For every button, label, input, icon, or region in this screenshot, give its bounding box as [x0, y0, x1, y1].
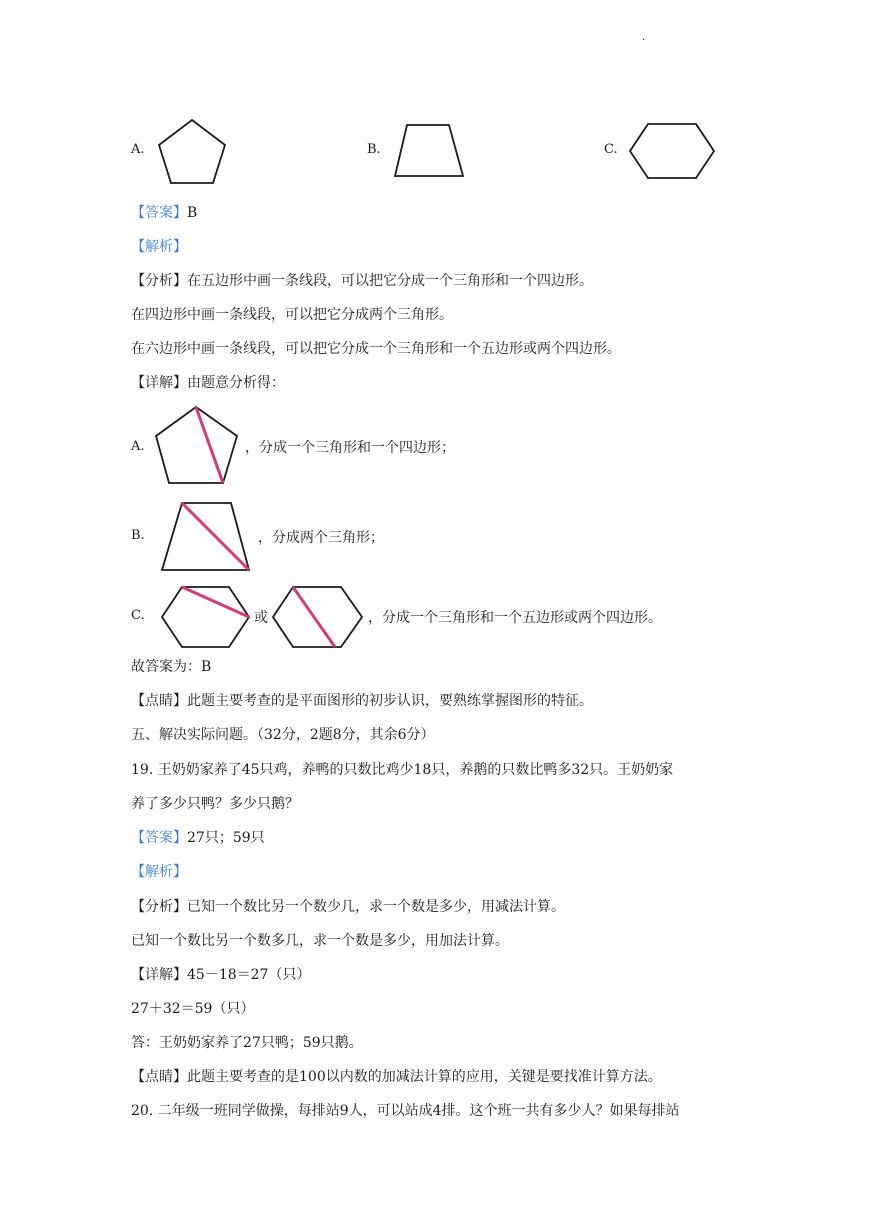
page-mark: . — [642, 32, 646, 43]
conclusion: 故答案为：B — [131, 659, 212, 675]
xiangjie-tag: 【详解】 — [131, 375, 187, 391]
answer-tag: 【答案】 — [131, 830, 187, 846]
q19-answer-line — [131, 828, 265, 848]
detail-a-label: A. — [131, 439, 145, 454]
fenxi-line-2: 在四边形中画一条线段，可以把它分成两个三角形。 — [131, 307, 453, 323]
trapezoid-figure — [390, 120, 470, 180]
dianjing-tag: 【点睛】 — [131, 693, 187, 709]
reply: 答：王奶奶家养了27只鸭；59只鹅。 — [131, 1035, 363, 1051]
answer-value: 27只；59只 — [187, 830, 265, 846]
jiexi-tag: 【解析】 — [131, 864, 187, 880]
q18-xiangjie-line — [131, 373, 285, 393]
q19-fenxi-line — [131, 897, 565, 917]
option-c-label: C. — [604, 142, 618, 157]
calc-2: 27＋32＝59（只） — [131, 1001, 255, 1017]
q20-line-1: 20. 二年级一班同学做操，每排站9人，可以站成4排。这个班一共有多少人？如果每排站 — [131, 1103, 680, 1119]
xiangjie-text: 由题意分析得： — [187, 375, 285, 391]
fenxi-line-2: 已知一个数比另一个数多几，求一个数是多少，用加法计算。 — [131, 933, 509, 949]
answer-tag: 【答案】 — [131, 205, 187, 221]
q19-dianjing-line — [131, 1067, 662, 1087]
hexagon-figure — [626, 120, 720, 182]
trapezoid-division-line — [182, 503, 249, 570]
detail-c-text: ，分成一个三角形和一个五边形或两个四边形。 — [368, 610, 662, 626]
detail-c-label: C. — [131, 608, 145, 623]
q19-line-2: 养了多少只鸭？多少只鹅？ — [131, 796, 299, 812]
fenxi-tag: 【分析】 — [131, 273, 187, 289]
q19-line-1: 19. 王奶奶家养了45只鸡，养鸭的只数比鸡少18只，养鹅的只数比鸭多32只。王奶奶家 — [131, 762, 674, 778]
detail-b-text: ，分成两个三角形； — [258, 530, 384, 546]
section-heading: 五、解决实际问题。（32分，2题8分，其余6分） — [131, 727, 435, 743]
answer-value: B — [187, 205, 198, 221]
hexagon-division-line-2 — [293, 587, 335, 647]
hexagon-divided-figure-1 — [157, 583, 253, 651]
q19-xiangjie-line — [131, 965, 310, 985]
q18-dianjing-line — [131, 691, 593, 711]
dianjing-tag: 【点睛】 — [131, 1069, 187, 1085]
pentagon-figure — [155, 115, 230, 187]
dianjing-text: 此题主要考查的是平面图形的初步认识，要熟练掌握图形的特征。 — [187, 693, 593, 709]
q18-answer-line — [131, 203, 197, 223]
fenxi-line-3: 在六边形中画一条线段，可以把它分成一个三角形和一个五边形或两个四边形。 — [131, 341, 621, 357]
jiexi-tag: 【解析】 — [131, 239, 187, 255]
pentagon-divided-figure — [153, 403, 243, 487]
option-b-label: B. — [367, 142, 381, 157]
hexagon-divided-figure-2 — [269, 583, 367, 651]
fenxi-tag: 【分析】 — [131, 899, 187, 915]
xiangjie-tag: 【详解】 — [131, 967, 187, 983]
pentagon-division-line — [196, 407, 223, 483]
trapezoid-divided-figure — [158, 498, 254, 574]
detail-c-or: 或 — [254, 610, 268, 626]
detail-b-label: B. — [131, 528, 145, 543]
dianjing-text: 此题主要考查的是100以内数的加减法计算的应用，关键是要找准计算方法。 — [187, 1069, 662, 1085]
detail-a-text: ，分成一个三角形和一个四边形； — [245, 440, 455, 456]
q18-fenxi-line — [131, 271, 593, 291]
option-a-label: A. — [131, 142, 145, 157]
fenxi-text: 已知一个数比另一个数少几，求一个数是多少，用减法计算。 — [187, 899, 565, 915]
fenxi-text: 在五边形中画一条线段，可以把它分成一个三角形和一个四边形。 — [187, 273, 593, 289]
calc-1: 45－18＝27（只） — [187, 967, 311, 983]
